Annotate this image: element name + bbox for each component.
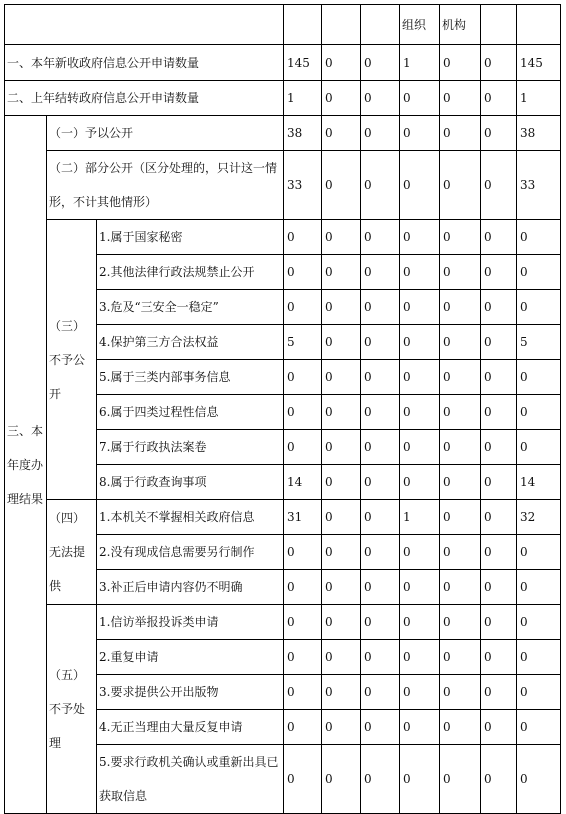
- value-cell: 0: [440, 81, 481, 116]
- value-cell: 0: [517, 745, 561, 814]
- table-row: [5, 500, 561, 535]
- value-cell: 0: [361, 81, 400, 116]
- value-cell: 0: [361, 605, 400, 640]
- value-cell: 0: [322, 360, 361, 395]
- value-cell: 0: [400, 290, 440, 325]
- value-cell: 0: [481, 151, 517, 220]
- value-cell: 0: [284, 675, 322, 710]
- item-label: 6.属于四类过程性信息: [97, 395, 284, 430]
- item-label: 3.补正后申请内容仍不明确: [97, 570, 284, 605]
- value-cell: 0: [400, 116, 440, 151]
- value-cell: 0: [361, 500, 400, 535]
- value-cell: 33: [284, 151, 322, 220]
- value-cell: 14: [284, 465, 322, 500]
- value-cell: 0: [400, 430, 440, 465]
- value-cell: 0: [440, 220, 481, 255]
- value-cell: 0: [284, 255, 322, 290]
- value-cell: 0: [400, 745, 440, 814]
- value-cell: 33: [517, 151, 561, 220]
- value-cell: 0: [481, 255, 517, 290]
- item-label: 5.要求行政机关确认或重新出具已获取信息: [97, 745, 284, 814]
- value-cell: 0: [481, 325, 517, 360]
- item-label: 1.本机关不掌握相关政府信息: [97, 500, 284, 535]
- item-label: 3.要求提供公开出版物: [97, 675, 284, 710]
- value-cell: 0: [400, 465, 440, 500]
- value-cell: 0: [284, 710, 322, 745]
- value-cell: 5: [517, 325, 561, 360]
- group-label: （二）部分公开（区分处理的，只计这一情形，不计其他情形）: [47, 151, 284, 220]
- value-cell: 38: [517, 116, 561, 151]
- value-cell: 0: [284, 745, 322, 814]
- value-cell: 0: [400, 710, 440, 745]
- header-cell: [322, 5, 361, 45]
- value-cell: 0: [322, 45, 361, 81]
- value-cell: 0: [481, 640, 517, 675]
- value-cell: 0: [400, 640, 440, 675]
- value-cell: 0: [400, 570, 440, 605]
- header-cell: [284, 5, 322, 45]
- value-cell: 0: [322, 570, 361, 605]
- value-cell: 0: [400, 675, 440, 710]
- value-cell: 0: [517, 220, 561, 255]
- value-cell: 0: [481, 360, 517, 395]
- value-cell: 0: [361, 116, 400, 151]
- value-cell: 0: [481, 710, 517, 745]
- table-row: [5, 5, 561, 45]
- group-label: （三）不予公开: [47, 220, 97, 500]
- header-cell: [361, 5, 400, 45]
- value-cell: 0: [481, 81, 517, 116]
- value-cell: 0: [361, 45, 400, 81]
- value-cell: 0: [361, 151, 400, 220]
- value-cell: 0: [440, 325, 481, 360]
- value-cell: 0: [481, 395, 517, 430]
- value-cell: 0: [322, 430, 361, 465]
- value-cell: 0: [322, 500, 361, 535]
- value-cell: 0: [481, 745, 517, 814]
- value-cell: 0: [322, 325, 361, 360]
- value-cell: 0: [284, 220, 322, 255]
- value-cell: 0: [481, 220, 517, 255]
- value-cell: 5: [284, 325, 322, 360]
- value-cell: 0: [517, 430, 561, 465]
- value-cell: 0: [481, 535, 517, 570]
- value-cell: 0: [284, 430, 322, 465]
- value-cell: 0: [322, 81, 361, 116]
- value-cell: 0: [361, 220, 400, 255]
- value-cell: 0: [400, 151, 440, 220]
- value-cell: 0: [440, 151, 481, 220]
- value-cell: 0: [481, 675, 517, 710]
- value-cell: 0: [400, 220, 440, 255]
- value-cell: 0: [322, 465, 361, 500]
- statistics-table: [4, 4, 561, 814]
- value-cell: 0: [517, 255, 561, 290]
- value-cell: 0: [400, 395, 440, 430]
- value-cell: 0: [284, 570, 322, 605]
- value-cell: 0: [481, 116, 517, 151]
- value-cell: 0: [440, 360, 481, 395]
- value-cell: 0: [400, 605, 440, 640]
- value-cell: 0: [517, 640, 561, 675]
- value-cell: 0: [400, 535, 440, 570]
- value-cell: 0: [400, 360, 440, 395]
- group-label: （一）予以公开: [47, 116, 284, 151]
- value-cell: 32: [517, 500, 561, 535]
- group-label: （四）无法提供: [47, 500, 97, 605]
- value-cell: 0: [361, 325, 400, 360]
- value-cell: 0: [400, 81, 440, 116]
- table-row: [5, 81, 561, 116]
- value-cell: 1: [284, 81, 322, 116]
- item-label: 7.属于行政执法案卷: [97, 430, 284, 465]
- item-label: 2.其他法律行政法规禁止公开: [97, 255, 284, 290]
- table-row: [5, 605, 561, 640]
- value-cell: 0: [361, 255, 400, 290]
- value-cell: 0: [440, 745, 481, 814]
- value-cell: 0: [361, 535, 400, 570]
- value-cell: 0: [284, 290, 322, 325]
- value-cell: 0: [361, 745, 400, 814]
- value-cell: 0: [481, 430, 517, 465]
- value-cell: 0: [517, 605, 561, 640]
- header-cell: 机构: [440, 5, 481, 45]
- value-cell: 38: [284, 116, 322, 151]
- value-cell: 0: [322, 116, 361, 151]
- value-cell: 0: [400, 325, 440, 360]
- item-label: 1.信访举报投诉类申请: [97, 605, 284, 640]
- value-cell: 0: [440, 710, 481, 745]
- value-cell: 31: [284, 500, 322, 535]
- value-cell: 0: [517, 395, 561, 430]
- value-cell: 1: [517, 81, 561, 116]
- value-cell: 0: [440, 290, 481, 325]
- value-cell: 0: [284, 395, 322, 430]
- value-cell: 0: [284, 605, 322, 640]
- value-cell: 0: [284, 535, 322, 570]
- value-cell: 0: [361, 465, 400, 500]
- value-cell: 14: [517, 465, 561, 500]
- value-cell: 0: [440, 465, 481, 500]
- table-row: [5, 45, 561, 81]
- value-cell: 0: [517, 710, 561, 745]
- header-blank-cell: [5, 5, 284, 45]
- value-cell: 0: [481, 500, 517, 535]
- value-cell: 0: [440, 535, 481, 570]
- value-cell: 0: [400, 255, 440, 290]
- row-label: 一、本年新收政府信息公开申请数量: [5, 45, 284, 81]
- value-cell: 0: [322, 535, 361, 570]
- item-label: 8.属于行政查询事项: [97, 465, 284, 500]
- value-cell: 0: [322, 710, 361, 745]
- item-label: 3.危及“三安全一稳定”: [97, 290, 284, 325]
- value-cell: 0: [322, 290, 361, 325]
- value-cell: 0: [481, 45, 517, 81]
- value-cell: 0: [517, 360, 561, 395]
- value-cell: 0: [361, 290, 400, 325]
- item-label: 2.没有现成信息需要另行制作: [97, 535, 284, 570]
- value-cell: 0: [440, 605, 481, 640]
- value-cell: 0: [440, 45, 481, 81]
- section-label: 三、本年度办理结果: [5, 116, 47, 814]
- value-cell: 0: [322, 395, 361, 430]
- value-cell: 0: [440, 395, 481, 430]
- header-cell: [517, 5, 561, 45]
- value-cell: 0: [361, 570, 400, 605]
- item-label: 4.保护第三方合法权益: [97, 325, 284, 360]
- value-cell: 1: [400, 45, 440, 81]
- item-label: 5.属于三类内部事务信息: [97, 360, 284, 395]
- value-cell: 0: [322, 220, 361, 255]
- value-cell: 0: [361, 360, 400, 395]
- item-label: 1.属于国家秘密: [97, 220, 284, 255]
- value-cell: 0: [440, 255, 481, 290]
- table-row: [5, 116, 561, 151]
- value-cell: 0: [322, 605, 361, 640]
- item-label: 4.无正当理由大量反复申请: [97, 710, 284, 745]
- table-row: [5, 220, 561, 255]
- value-cell: 0: [481, 570, 517, 605]
- value-cell: 0: [322, 745, 361, 814]
- value-cell: 0: [440, 500, 481, 535]
- item-label: 2.重复申请: [97, 640, 284, 675]
- header-cell: 组织: [400, 5, 440, 45]
- value-cell: 0: [440, 640, 481, 675]
- header-cell: [481, 5, 517, 45]
- value-cell: 0: [361, 710, 400, 745]
- value-cell: 0: [322, 640, 361, 675]
- value-cell: 0: [440, 570, 481, 605]
- value-cell: 0: [361, 395, 400, 430]
- value-cell: 0: [361, 675, 400, 710]
- value-cell: 1: [400, 500, 440, 535]
- value-cell: 0: [284, 640, 322, 675]
- value-cell: 145: [517, 45, 561, 81]
- value-cell: 0: [322, 675, 361, 710]
- value-cell: 0: [517, 290, 561, 325]
- value-cell: 0: [440, 430, 481, 465]
- value-cell: 0: [440, 116, 481, 151]
- value-cell: 0: [322, 151, 361, 220]
- value-cell: 0: [440, 675, 481, 710]
- value-cell: 145: [284, 45, 322, 81]
- value-cell: 0: [481, 605, 517, 640]
- value-cell: 0: [322, 255, 361, 290]
- value-cell: 0: [481, 465, 517, 500]
- group-label: （五）不予处理: [47, 605, 97, 814]
- value-cell: 0: [481, 290, 517, 325]
- table-row: [5, 151, 561, 220]
- value-cell: 0: [517, 535, 561, 570]
- value-cell: 0: [517, 570, 561, 605]
- value-cell: 0: [361, 430, 400, 465]
- row-label: 二、上年结转政府信息公开申请数量: [5, 81, 284, 116]
- value-cell: 0: [284, 360, 322, 395]
- value-cell: 0: [361, 640, 400, 675]
- value-cell: 0: [517, 675, 561, 710]
